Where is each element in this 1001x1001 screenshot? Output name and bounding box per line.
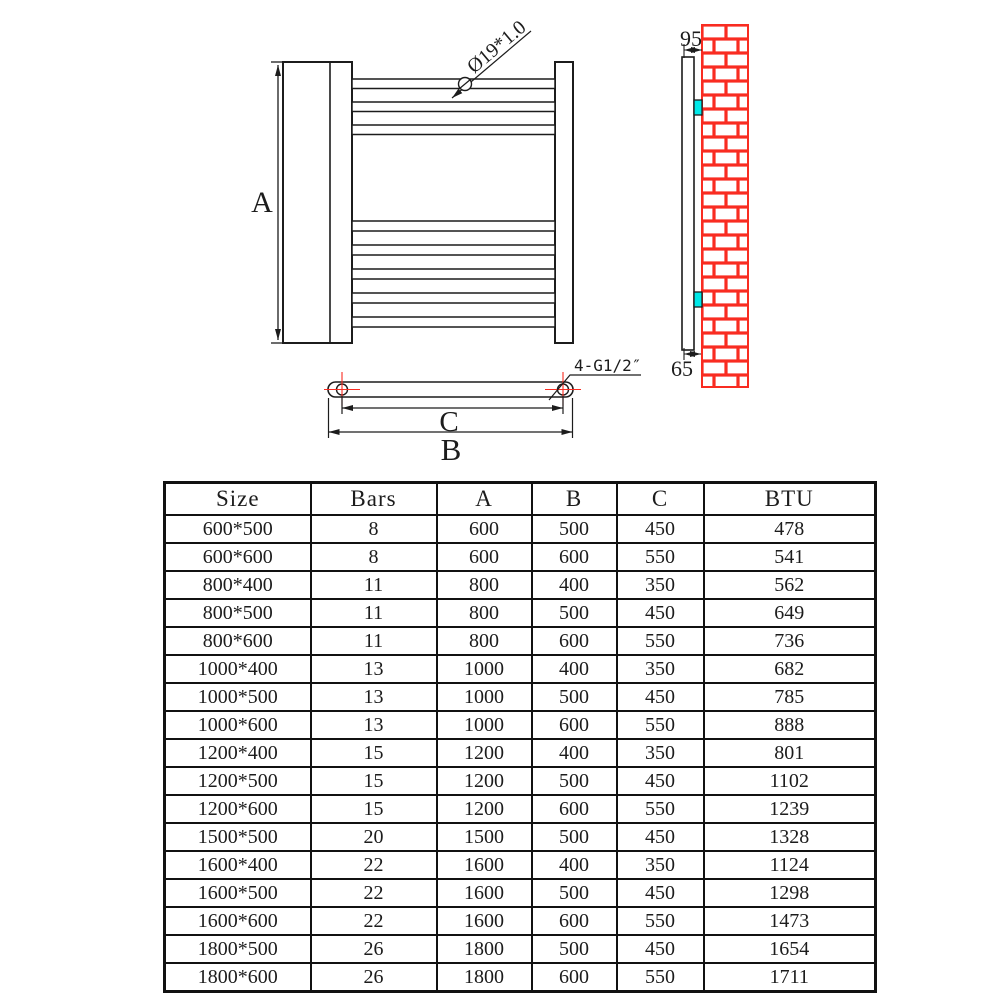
table-cell: 600*500 xyxy=(165,515,311,543)
left-rail xyxy=(283,62,352,343)
radiator-technical-drawing xyxy=(0,0,1001,470)
table-cell: 350 xyxy=(617,739,704,767)
table-cell: 1200 xyxy=(437,795,532,823)
col-header-size: Size xyxy=(165,483,311,516)
table-cell: 350 xyxy=(617,851,704,879)
wall-offset-bottom-label: 65 xyxy=(671,356,693,381)
col-header-c: C xyxy=(617,483,704,516)
table-cell: 1328 xyxy=(704,823,876,851)
table-cell: 450 xyxy=(617,879,704,907)
table-row xyxy=(165,935,876,963)
table-cell: 600*600 xyxy=(165,543,311,571)
table-cell: 800*500 xyxy=(165,599,311,627)
table-cell: 22 xyxy=(311,907,437,935)
tube-spec-label: Ø19*1.0 xyxy=(463,16,531,78)
table-row xyxy=(165,739,876,767)
table-cell: 600 xyxy=(532,711,617,739)
table-cell: 1000 xyxy=(437,655,532,683)
table-cell: 1000*600 xyxy=(165,711,311,739)
table-cell: 1711 xyxy=(704,963,876,992)
table-cell: 1600 xyxy=(437,879,532,907)
table-cell: 478 xyxy=(704,515,876,543)
table-cell: 800 xyxy=(437,599,532,627)
table-cell: 400 xyxy=(532,739,617,767)
wall-bracket-top xyxy=(694,100,702,115)
table-row xyxy=(165,627,876,655)
table-row xyxy=(165,571,876,599)
col-header-bars: Bars xyxy=(311,483,437,516)
table-cell: 785 xyxy=(704,683,876,711)
table-cell: 1102 xyxy=(704,767,876,795)
table-cell: 550 xyxy=(617,627,704,655)
table-cell: 1200 xyxy=(437,767,532,795)
radiator-profile xyxy=(682,57,694,350)
table-cell: 600 xyxy=(532,795,617,823)
table-cell: 600 xyxy=(532,543,617,571)
table-cell: 1500 xyxy=(437,823,532,851)
towel-bars xyxy=(352,79,555,327)
table-cell: 600 xyxy=(532,907,617,935)
table-cell: 500 xyxy=(532,515,617,543)
table-cell: 400 xyxy=(532,655,617,683)
table-cell: 550 xyxy=(617,963,704,992)
table-row xyxy=(165,767,876,795)
table-cell: 736 xyxy=(704,627,876,655)
col-header-a: A xyxy=(437,483,532,516)
right-rail xyxy=(555,62,573,343)
dim-a-label: A xyxy=(251,186,273,219)
table-row xyxy=(165,963,876,992)
col-header-b: B xyxy=(532,483,617,516)
table-cell: 450 xyxy=(617,935,704,963)
table-cell: 600 xyxy=(532,627,617,655)
table-cell: 600 xyxy=(437,515,532,543)
table-cell: 450 xyxy=(617,515,704,543)
table-row xyxy=(165,907,876,935)
table-cell: 1600*500 xyxy=(165,879,311,907)
table-cell: 1800*500 xyxy=(165,935,311,963)
table-cell: 1200 xyxy=(437,739,532,767)
table-row xyxy=(165,543,876,571)
table-cell: 550 xyxy=(617,543,704,571)
wall-bracket-bottom xyxy=(694,292,702,307)
table-row xyxy=(165,599,876,627)
table-cell: 550 xyxy=(617,711,704,739)
spec-table xyxy=(163,481,877,993)
table-header-row xyxy=(165,483,876,516)
table-cell: 1239 xyxy=(704,795,876,823)
top-view xyxy=(324,372,641,438)
table-cell: 800 xyxy=(437,571,532,599)
wall-offset-top-label: 95 xyxy=(680,26,702,51)
top-view-body xyxy=(328,382,573,397)
table-cell: 15 xyxy=(311,795,437,823)
table-cell: 1124 xyxy=(704,851,876,879)
table-cell: 450 xyxy=(617,683,704,711)
table-cell: 1600*400 xyxy=(165,851,311,879)
table-cell: 13 xyxy=(311,711,437,739)
table-row xyxy=(165,515,876,543)
table-cell: 500 xyxy=(532,683,617,711)
table-cell: 649 xyxy=(704,599,876,627)
table-cell: 500 xyxy=(532,935,617,963)
table-cell: 1800 xyxy=(437,935,532,963)
table-cell: 562 xyxy=(704,571,876,599)
table-cell: 350 xyxy=(617,571,704,599)
table-cell: 500 xyxy=(532,767,617,795)
brick-wall xyxy=(702,25,748,387)
table-cell: 1800 xyxy=(437,963,532,992)
dim-c-label: C xyxy=(439,406,459,438)
table-row xyxy=(165,795,876,823)
connection-spec-label: 4-G1/2″ xyxy=(574,356,642,375)
table-cell: 1600*600 xyxy=(165,907,311,935)
table-cell: 1800*600 xyxy=(165,963,311,992)
table-cell: 20 xyxy=(311,823,437,851)
table-cell: 1000*400 xyxy=(165,655,311,683)
dim-b-label: B xyxy=(440,432,462,467)
front-view xyxy=(271,31,573,343)
table-cell: 11 xyxy=(311,627,437,655)
table-cell: 26 xyxy=(311,935,437,963)
table-body xyxy=(165,515,876,992)
table-cell: 500 xyxy=(532,599,617,627)
table-cell: 13 xyxy=(311,655,437,683)
table-cell: 800*400 xyxy=(165,571,311,599)
table-cell: 888 xyxy=(704,711,876,739)
side-view xyxy=(682,25,748,387)
table-cell: 450 xyxy=(617,767,704,795)
table-row xyxy=(165,711,876,739)
table-cell: 600 xyxy=(532,963,617,992)
table-cell: 400 xyxy=(532,851,617,879)
table-cell: 15 xyxy=(311,767,437,795)
table-row xyxy=(165,851,876,879)
table-row xyxy=(165,823,876,851)
table-cell: 500 xyxy=(532,879,617,907)
table-cell: 1200*400 xyxy=(165,739,311,767)
table-cell: 1600 xyxy=(437,851,532,879)
table-cell: 1500*500 xyxy=(165,823,311,851)
table-cell: 400 xyxy=(532,571,617,599)
table-cell: 15 xyxy=(311,739,437,767)
table-cell: 541 xyxy=(704,543,876,571)
table-cell: 1000*500 xyxy=(165,683,311,711)
table-cell: 801 xyxy=(704,739,876,767)
table-cell: 22 xyxy=(311,851,437,879)
table-cell: 450 xyxy=(617,599,704,627)
table-cell: 11 xyxy=(311,571,437,599)
table-cell: 800 xyxy=(437,627,532,655)
table-cell: 1600 xyxy=(437,907,532,935)
table-row xyxy=(165,683,876,711)
table-cell: 1473 xyxy=(704,907,876,935)
table-row xyxy=(165,879,876,907)
table-cell: 682 xyxy=(704,655,876,683)
col-header-btu: BTU xyxy=(704,483,876,516)
table-cell: 550 xyxy=(617,795,704,823)
table-cell: 1000 xyxy=(437,683,532,711)
table-cell: 13 xyxy=(311,683,437,711)
table-cell: 1298 xyxy=(704,879,876,907)
table-cell: 11 xyxy=(311,599,437,627)
table-row xyxy=(165,655,876,683)
table-cell: 8 xyxy=(311,515,437,543)
table-cell: 600 xyxy=(437,543,532,571)
table-cell: 1000 xyxy=(437,711,532,739)
table-cell: 800*600 xyxy=(165,627,311,655)
table-cell: 1654 xyxy=(704,935,876,963)
table-cell: 1200*600 xyxy=(165,795,311,823)
table-cell: 22 xyxy=(311,879,437,907)
table-cell: 8 xyxy=(311,543,437,571)
table-cell: 1200*500 xyxy=(165,767,311,795)
table-cell: 550 xyxy=(617,907,704,935)
table-cell: 350 xyxy=(617,655,704,683)
table-cell: 500 xyxy=(532,823,617,851)
table-cell: 26 xyxy=(311,963,437,992)
table-cell: 450 xyxy=(617,823,704,851)
